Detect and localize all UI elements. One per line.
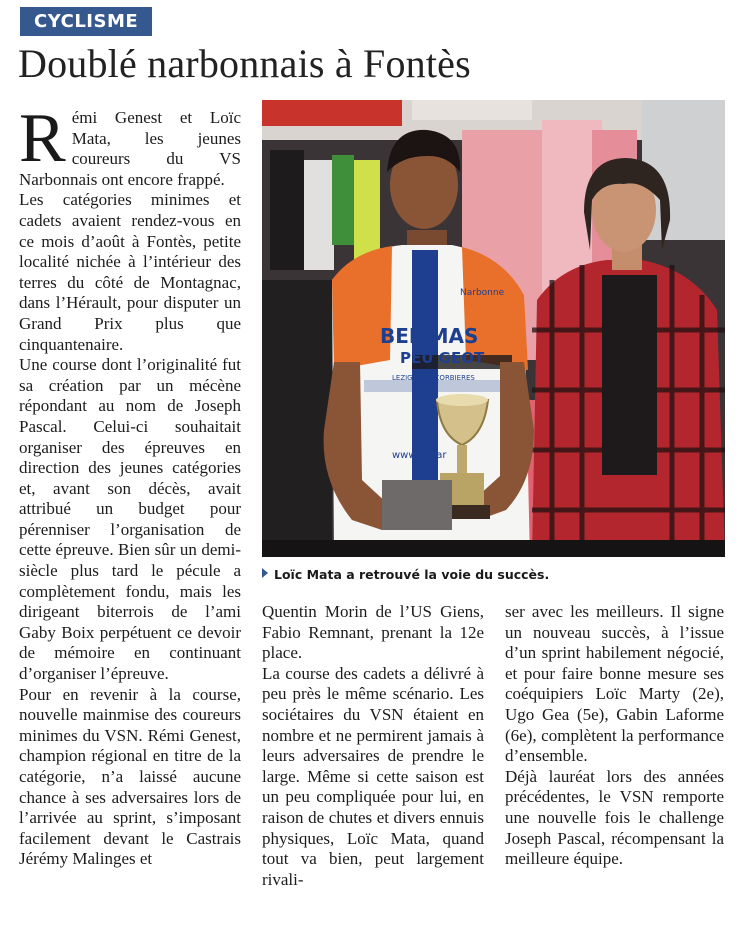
paragraph: Une course dont l’originalité fut sa création par un mécène répondant au nom de Joseph Pascal. Celui-ci souhaitait organiser des épreuves en direction des jeunes catégories et, avant son décès, avait attribué un budget pour pérenniser l’organisation de cette épreuve. Bien sûr un demi-siècle plus tard le pécule a complètement fondu, mais les dirigeant biterrois de l’ami Gaby Boix perpétuent ce devoir de mémoire en continuant d’organiser l’épreuve. (19, 355, 241, 684)
paragraph: ser avec les meilleurs. Il signe un nouveau succès, à l’issue d’un sprint habilement négocié, et pour faire bonne mesure ses coéquipiers Loïc Marty (2e), Ugo Gea (5e), Gabin Laforme (6e), complètent la performance d’ensemble. (505, 602, 724, 766)
section-rubric: CYCLISME (20, 7, 152, 36)
paragraph: Déjà lauréat lors des années précédentes, le VSN remporte une nouvelle fois le challenge Joseph Pascal, récompensant la meilleure équipe. (505, 766, 724, 869)
article-photo (262, 100, 725, 557)
jersey-text-4: www.vsnar (392, 450, 447, 461)
article-column-2 (262, 602, 484, 890)
jersey-text-3: LEZIGNAN · CORBIERES (392, 374, 475, 382)
lead-text: émi Genest et Loïc Mata, les jeunes coureurs du VS Narbonnais ont encore frappé. (19, 108, 241, 189)
jersey-badge: Narbonne (460, 288, 505, 298)
paragraph: Quentin Morin de l’US Giens, Fabio Remnant, prenant la 12e place. (262, 602, 484, 663)
caption-arrow-icon (262, 568, 268, 578)
photo-caption (262, 566, 725, 584)
jersey-text-1: BEL MAS (380, 324, 479, 348)
jersey-text-2: PEU GEOT (400, 349, 485, 367)
paragraph: Les catégories minimes et cadets avaient rendez-vous en ce mois d’août à Fontès, petite localité nichée à l’intérieur des terres du côté de Montagnac, dans l’Hérault, pour disputer un Grand Prix plus que cinquantenaire. (19, 190, 241, 354)
article-column-3 (505, 602, 724, 870)
dropcap: R (19, 100, 66, 177)
article-column-1 (19, 100, 241, 870)
caption-text: Loïc Mata a retrouvé la voie du succès. (274, 567, 550, 582)
headline: Doublé narbonnais à Fontès (18, 41, 471, 86)
paragraph: La course des cadets a délivré à peu près le même scénario. Les sociétaires du VSN étaient en nombre et ne permirent jamais à leurs adversaires de prendre le large. Même si cette saison est un peu compliquée pour lui, en raison de chutes et divers ennuis physiques, Loïc Mata, quand tout va bien, peut largement rivali- (262, 663, 484, 889)
paragraph: Pour en revenir à la course, nouvelle mainmise des coureurs minimes du VSN. Rémi Genest, champion régional en titre de la catégorie, n’a laissé aucune chance à ses adversaires lors de l’arrivée au sprint, s’imposant facilement devant le Castrais Jérémy Malinges et (19, 684, 241, 869)
lead-paragraph (19, 100, 241, 190)
